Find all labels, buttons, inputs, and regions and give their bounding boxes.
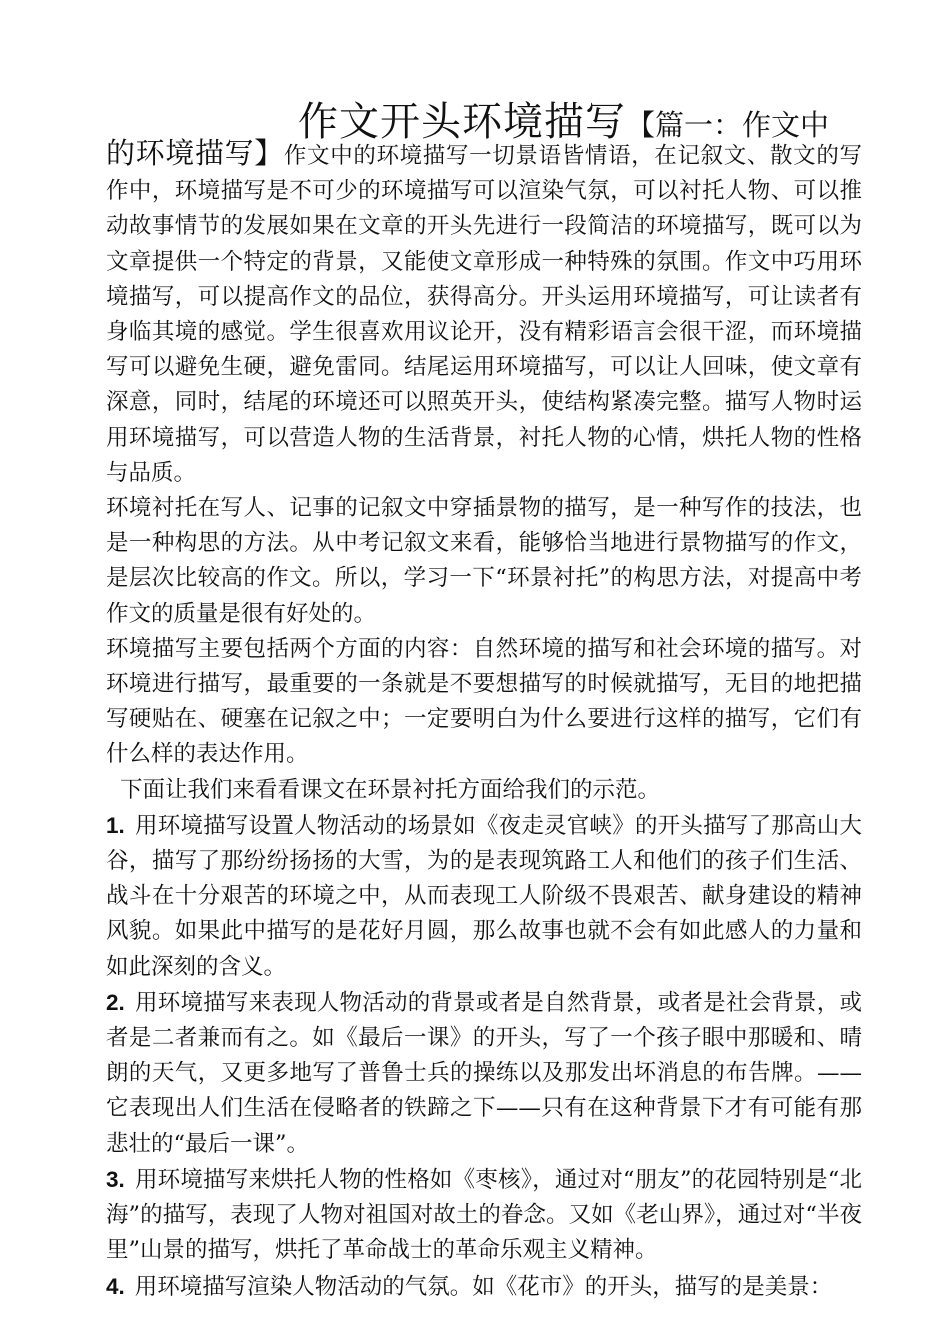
title-bracket-part1: 【篇一：作文中 (626, 108, 830, 142)
title-bracket-part2: 的环境描写】 (106, 136, 284, 170)
list-item (106, 985, 862, 1162)
list-item (106, 808, 862, 985)
list-item-text: 用环境描写来烘托人物的性格如《枣核》，通过对“朋友”的花园特别是“北海”的描写，表现了人物对祖国对故土的眷念。又如《老山界》，通过对“半夜里”山景的描写，烘托了革命战士的革命乐观主义精神。 (106, 1166, 862, 1264)
paragraph-4: 下面让我们来看看课文在环景衬托方面给我们的示范。 (120, 776, 661, 803)
list-item-number: 3. (106, 1166, 125, 1192)
list-item-text: 用环境描写渲染人物活动的气氛。如《花市》的开头，描写的是美景： (134, 1273, 833, 1300)
title-main: 作文开头环境描写 (298, 99, 626, 145)
paragraph-1 (106, 136, 862, 491)
list-item-text: 用环境描写设置人物活动的场景如《夜走灵官峡》的开头描写了那高山大谷，描写了那纷纷扬扬的大雪，为的是表现筑路工人和他们的孩子们生活、战斗在十分艰苦的环境之中，从而表现工人阶级不畏艰苦、献身建设的精神风貌。如果此中描写的是花好月圆，那么故事也就不会有如此感人的力量和如此深刻的含义。 (106, 812, 862, 980)
list-item-number: 2. (106, 989, 125, 1015)
document-body (106, 136, 862, 1305)
list-item (106, 1269, 862, 1305)
list-item-number: 1. (106, 812, 125, 838)
list-item (106, 1162, 862, 1269)
list-item-text: 用环境描写来表现人物活动的背景或者是自然背景，或者是社会背景，或者是二者兼而有之。如《最后一课》的开头，写了一个孩子眼中那暖和、晴朗的天气，又更多地写了普鲁士兵的操练以及那发出坏消息的布告牌。——它表现出人们生活在侵略者的铁蹄之下——只有在这种背景下才有可能有那悲壮的“最后一课”。 (106, 989, 862, 1157)
paragraph-2: 环境衬托在写人、记事的记叙文中穿插景物的描写，是一种写作的技法，也是一种构思的方法。从中考记叙文来看，能够恰当地进行景物描写的作文，是层次比较高的作文。所以，学习一下“环景衬托”的构思方法，对提高中考作文的质量是很有好处的。 (106, 495, 862, 627)
paragraph-1-text: 作文中的环境描写一切景语皆情语，在记叙文、散文的写作中，环境描写是不可少的环境描写可以渲染气氛，可以衬托人物、可以推动故事情节的发展如果在文章的开头先进行一段简洁的环境描写，既可以为文章提供一个特定的背景，又能使文章形成一种特殊的氛围。作文中巧用环境描写，可以提高作文的品位，获得高分。开头运用环境描写，可让读者有身临其境的感觉。学生很喜欢用议论开，没有精彩语言会很干涩，而环境描写可以避免生硬，避免雷同。结尾运用环境描写，可以让人回味，使文章有深意，同时，结尾的环境还可以照英开头，使结构紧凑完整。描写人物时运用环境描写，可以营造人物的生活背景，衬托人物的心情，烘托人物的性格与品质。 (106, 143, 862, 486)
paragraph-3: 环境描写主要包括两个方面的内容：自然环境的描写和社会环境的描写。对环境进行描写，最重要的一条就是不要想描写的时候就描写，无目的地把描写硬贴在、硬塞在记叙之中；一定要明白为什么要进行这样的描写，它们有什么样的表达作用。 (106, 635, 862, 768)
list-item-number: 4. (106, 1273, 125, 1299)
